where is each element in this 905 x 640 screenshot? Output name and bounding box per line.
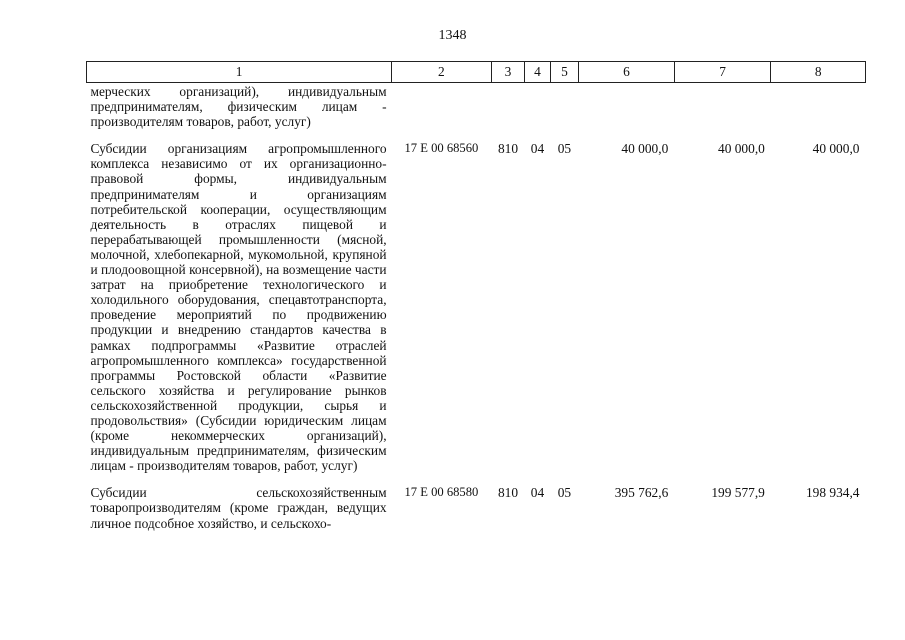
amount-col7: 40 000,0 [718, 141, 765, 157]
subsection [550, 83, 578, 142]
column-header: 1 [87, 62, 392, 83]
column-header: 8 [771, 62, 866, 83]
column-header: 4 [525, 62, 550, 83]
section [525, 83, 550, 142]
column-header: 2 [392, 62, 492, 83]
expense-type: 810 [497, 141, 519, 157]
target-article-code: 17 Е 00 68580 [404, 485, 479, 500]
subsection: 05 [557, 485, 572, 501]
target-article-code: 17 Е 00 68560 [404, 141, 479, 156]
subsection: 05 [557, 141, 572, 157]
page-number: 1348 [438, 28, 467, 43]
section: 04 [530, 485, 545, 501]
row-name: мерческих организаций), индивидуальным предпринимателям, физическим лицам - производителям товаров, работ, услуг) [90, 84, 387, 130]
amount-col7: 199 577,9 [711, 485, 765, 501]
column-header: 6 [579, 62, 675, 83]
amount-col7 [674, 83, 771, 142]
amount-col8 [771, 83, 866, 142]
column-header: 3 [491, 62, 525, 83]
amount-col6 [579, 83, 675, 142]
section: 04 [530, 141, 545, 157]
amount-col6: 395 762,6 [614, 485, 669, 501]
table-row [87, 485, 866, 542]
amount-col8: 198 934,4 [805, 485, 860, 501]
column-number-row [87, 62, 866, 83]
expense-type: 810 [497, 485, 519, 501]
table-row [87, 141, 866, 485]
target-article-code [392, 83, 492, 142]
column-header: 7 [674, 62, 771, 83]
expense-type [491, 83, 525, 142]
budget-table [86, 61, 866, 543]
row-name: Субсидии организациям агропромышленного комплекса независимо от их организационно-правовой формы, индивидуальным предпринимателям и организациям потребительской кооперации, осуществляющим деятельность в отраслях пищевой и перерабатывающей промышленности (мясной, молочной, хлебопекарной, мукомольной, крупяной и плодоовощной консервной), на возмещение части затрат на приобретение технологического и холодильного оборудования, спецавтотранспорта, проведение мероприятий по продвижению продукции и внедрению стандартов качества в рамках подпрограммы «Развитие отраслей агропромышленного комплекса» государственной программы Ростовской области «Развитие сельского хозяйства и регулирование рынков сельскохозяйственной продукции, сырья и продовольствия» (Субсидии юридическим лицам (кроме некоммерческих организаций), индивидуальным предпринимателям, физическим лицам - производителям товаров, работ, услуг) [90, 141, 387, 474]
table-row [87, 83, 866, 142]
amount-col6: 40 000,0 [621, 141, 669, 157]
amount-col8: 40 000,0 [812, 141, 860, 157]
column-header: 5 [550, 62, 578, 83]
row-name: Субсидии сельскохозяйственным товаропроизводителям (кроме граждан, ведущих личное подсобное хозяйство, и сельскохо- [90, 485, 387, 531]
